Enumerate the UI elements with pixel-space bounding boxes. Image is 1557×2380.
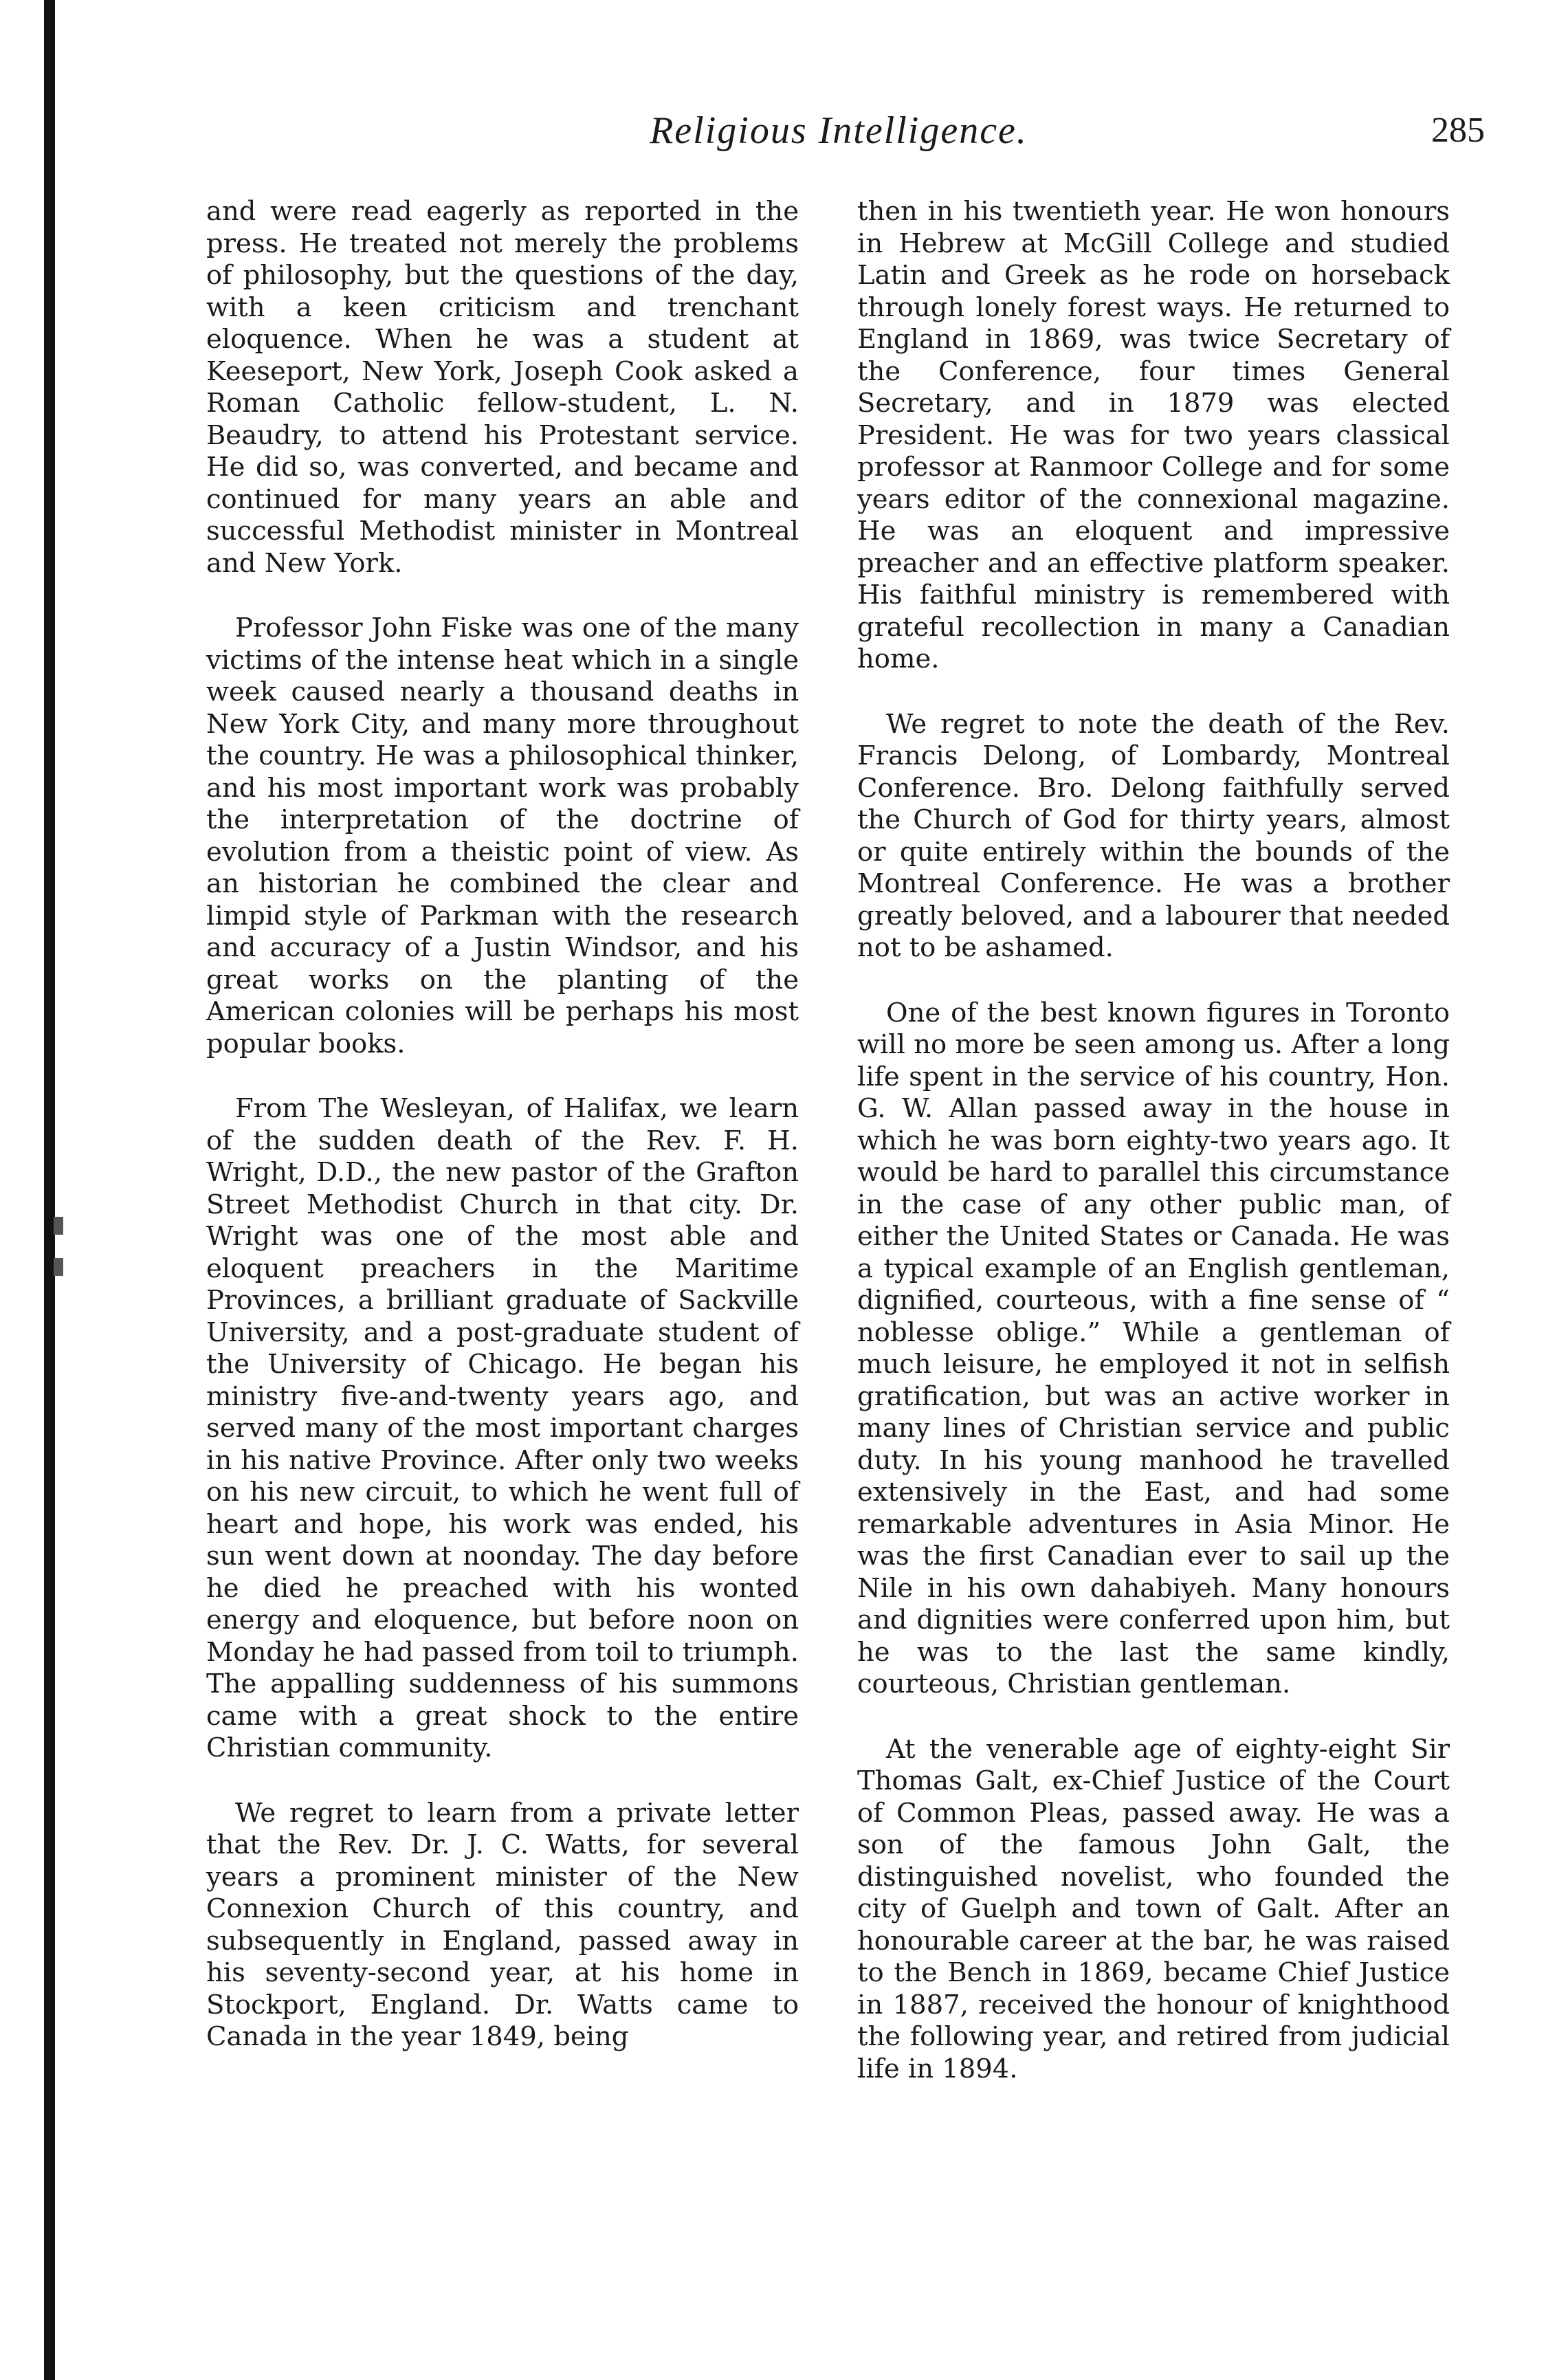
page-header — [192, 103, 1485, 165]
paragraph: One of the best known figures in Toronto will no more be seen among us. After a long life spent in the service of his country, Hon. G. W. Allan passed away in the house in which he was born eighty-two years ago. It would be hard to parallel this circumstance in the case of any other public man, of either the United States or Canada. He was a typical example of an English gentleman, dignified, courteous, with a fine sense of “ noblesse oblige.” While a gentleman of much leisure, he employed it not in selfish gratification, but was an active worker in many lines of Christian service and public duty. In his young manhood he travelled extensively in the East, and had some remarkable adventures in Asia Minor. He was the first Canadian ever to sail up the Nile in his own dahabiyeh. Many honours and dignities were conferred upon him, but he was to the last the same kindly, courteous, Christian gentleman. — [857, 997, 1450, 1699]
binding-mark — [54, 1217, 63, 1235]
paragraph: then in his twentieth year. He won honours in Hebrew at McGill College and studied Latin and Greek as he rode on horseback through lonely forest ways. He returned to England in 1869, was twice Secretary of the Conference, four times General Secretary, and in 1879 was elected President. He was for two years classical professor at Ranmoor College and for some years editor of the connexional magazine. He was an eloquent and impressive preacher and an effective platform speaker. His faithful ministry is remembered with grateful recollection in many a Canadian home. — [857, 196, 1450, 674]
running-title: Religious Intelligence. — [650, 109, 1028, 152]
page-binding-edge — [44, 0, 55, 2380]
paragraph: We regret to learn from a private letter that the Rev. Dr. J. C. Watts, for several years a prominent minister of the New Connexion Church of this country, and subsequently in England, passed away in his seventy-second year, at his home in Stockport, England. Dr. Watts came to Canada in the year 1849, being — [206, 1797, 799, 2052]
paragraph: and were read eagerly as reported in the press. He treated not merely the problems of philosophy, but the questions of the day, with a keen criticism and trenchant eloquence. When he was a student at Keeseport, New York, Joseph Cook asked a Roman Catholic fellow-student, L. N. Beaudry, to attend his Protestant service. He did so, was converted, and became and continued for many years an able and successful Methodist minister in Montreal and New York. — [206, 196, 799, 579]
left-column — [206, 196, 799, 2086]
paragraph: Professor John Fiske was one of the many victims of the intense heat which in a single week caused nearly a thousand deaths in New York City, and many more throughout the country. He was a philosophical thinker, and his most important work was probably the interpretation of the doctrine of evolution from a theistic point of view. As an historian he combined the clear and limpid style of Parkman with the research and accuracy of a Justin Windsor, and his great works on the planting of the American colonies will be perhaps his most popular books. — [206, 613, 799, 1059]
page-number: 285 — [1431, 111, 1485, 150]
paragraph: At the venerable age of eighty-eight Sir Thomas Galt, ex-Chief Justice of the Court of Common Pleas, passed away. He was a son of the famous John Galt, the distinguished novelist, who founded the city of Guelph and town of Galt. After an honourable career at the bar, he was raised to the Bench in 1869, became Chief Justice in 1887, received the honour of knighthood the following year, and retired from judicial life in 1894. — [857, 1733, 1450, 2084]
binding-mark — [54, 1258, 63, 1276]
right-column — [857, 196, 1450, 2118]
paragraph: From The Wesleyan, of Halifax, we learn of the sudden death of the Rev. F. H. Wright, D.D., the new pastor of the Grafton Street Methodist Church in that city. Dr. Wright was one of the most able and eloquent preachers in the Maritime Provinces, a brilliant graduate of Sackville University, and a post-graduate student of the University of Chicago. He began his ministry five-and-twenty years ago, and served many of the most important charges in his native Province. After only two weeks on his new circuit, to which he went full of heart and hope, his work was ended, his sun went down at noonday. The day before he died he preached with his wonted energy and eloquence, but before noon on Monday he had passed from toil to triumph. The appalling suddenness of his summons came with a great shock to the entire Christian community. — [206, 1093, 799, 1763]
paragraph: We regret to note the death of the Rev. Francis Delong, of Lombardy, Montreal Conference. Bro. Delong faithfully served the Church of God for thirty years, almost or quite entirely within the bounds of the Montreal Conference. He was a brother greatly beloved, and a labourer that needed not to be ashamed. — [857, 708, 1450, 963]
